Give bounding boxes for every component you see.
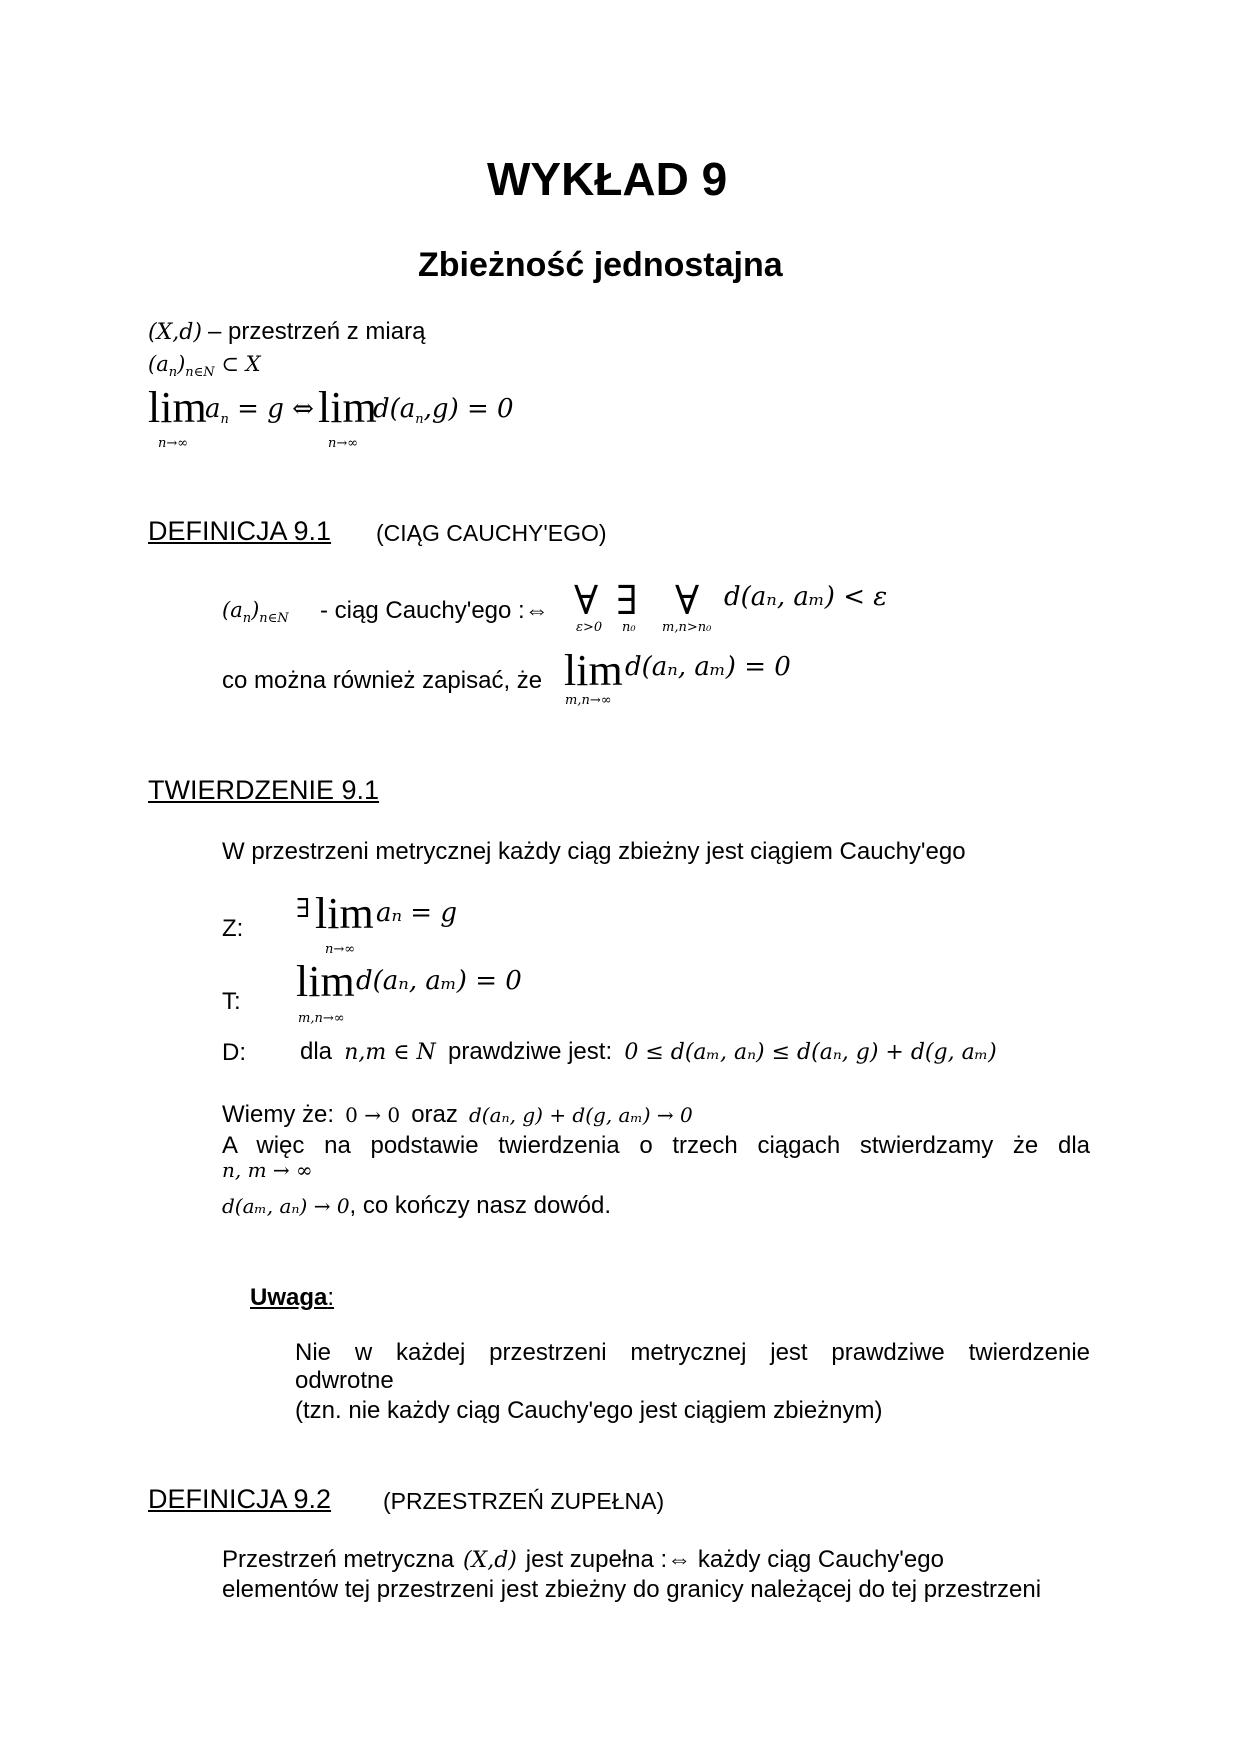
def1-seq-sub: n	[242, 611, 252, 627]
thm1-label: TWIERDZENIE 9.1	[148, 775, 380, 805]
intro-lim-2: lim	[318, 383, 377, 432]
thm1-z-label: Z:	[222, 915, 244, 942]
def1-exists-sub: n₀	[622, 620, 636, 635]
def1-exists-symbol: ∃	[616, 578, 638, 624]
note-line-2: odwrotne	[295, 1367, 394, 1394]
intro-eq-1-a: a	[205, 394, 221, 424]
def1-lim: lim	[564, 646, 623, 695]
note-line-3: (tzn. nie każdy ciąg Cauchy'ego jest ciągiem zbieżnym)	[295, 1397, 883, 1424]
thm1-d-math-1: n,m ∈ N	[344, 1040, 436, 1065]
thm1-c-line	[222, 1192, 611, 1220]
note-label: Uwaga	[250, 1284, 328, 1311]
thm1-t-expr: d(aₙ, aₘ) = 0	[356, 966, 522, 996]
thm1-c-text: , co kończy nasz dowód.	[349, 1192, 612, 1219]
def1-lim-expr: d(aₙ, aₘ) = 0	[625, 652, 791, 682]
intro-eq-1-rest: = g ⇔	[228, 394, 314, 424]
thm1-d-math-2: 0 ≤ d(aₘ, aₙ) ≤ d(aₙ, g) + d(g, aₘ)	[624, 1040, 997, 1065]
page-title: WYKŁAD 9	[487, 153, 728, 205]
intro-space-desc: – przestrzeń z miarą	[208, 318, 426, 345]
intro-seq-open: (a	[148, 352, 169, 376]
thm1-d-text-2: prawdziwe jest:	[448, 1038, 613, 1065]
thm1-w-text-2: oraz	[411, 1101, 458, 1128]
thm1-d-line	[300, 1038, 997, 1066]
thm1-a-text: A więc na podstawie twierdzenia o trzech ciągach stwierdzamy że dla	[222, 1132, 1090, 1159]
intro-seq-subset: ⊂ X	[214, 352, 261, 376]
def1-forall-sub: ε>0	[576, 620, 603, 635]
def1-lim-sub: m,n→∞	[565, 693, 612, 708]
thm1-z-expr: aₙ = g	[376, 898, 457, 928]
thm1-w-text-1: Wiemy że:	[222, 1101, 335, 1128]
def2-line-2: elementów tej przestrzeni jest zbieżny do granicy należącej do tej przestrzeni	[222, 1576, 1042, 1603]
intro-lim-2-sub: n→∞	[328, 436, 359, 451]
def2-line-1	[222, 1546, 944, 1574]
intro-eq-2-d: d(a	[373, 394, 416, 424]
def1-seq-close: )	[251, 598, 260, 622]
thm1-t-label: T:	[222, 988, 241, 1015]
intro-lim-1: lim	[148, 383, 207, 432]
intro-seq-index: n∈N	[185, 365, 215, 381]
def1-seq-open: (a	[222, 598, 243, 622]
thm1-z-lim: lim	[315, 889, 374, 938]
def2-name: (PRZESTRZEŃ ZUPEŁNA)	[383, 1488, 665, 1514]
thm1-c-math: d(aₘ, aₙ) → 0	[222, 1194, 350, 1218]
intro-eq-1-sub: n	[220, 412, 229, 428]
def1-label: DEFINICJA 9.1	[148, 516, 332, 546]
def1-seq	[222, 598, 289, 626]
page-subtitle: Zbieżność jednostajna	[418, 246, 783, 284]
note-heading	[250, 1284, 334, 1312]
thm1-d-text-1: dla	[300, 1038, 333, 1065]
def2-text-2: jest zupełna :⇔ każdy ciąg Cauchy'ego	[525, 1546, 944, 1573]
intro-seq-sub: n	[168, 365, 178, 381]
def2-text-1: Przestrzeń metryczna	[222, 1546, 455, 1573]
intro-eq-2	[373, 394, 514, 427]
thm1-t-lim: lim	[296, 957, 355, 1006]
def1-name: (CIĄG CAUCHY'EGO)	[376, 520, 607, 546]
def1-also-text: co można również zapisać, że	[222, 667, 543, 694]
intro-seq-close: )	[177, 352, 186, 376]
intro-eq-2-rest: ,g) = 0	[423, 394, 514, 424]
def1-forall2-sub: m,n>n₀	[662, 620, 712, 635]
def1-seq-index: n∈N	[259, 611, 289, 627]
def2-label: DEFINICJA 9.2	[148, 1484, 332, 1514]
thm1-t-lim-sub: m,n→∞	[298, 1011, 345, 1026]
thm1-d-label: D:	[222, 1039, 246, 1066]
def1-text: - ciąg Cauchy'ego :⇔	[320, 597, 549, 624]
thm1-w-line	[222, 1101, 693, 1129]
intro-space-line	[148, 318, 425, 346]
def1-condition: d(aₙ, aₘ) < ε	[724, 582, 888, 612]
intro-eq-1	[205, 394, 314, 427]
thm1-statement: W przestrzeni metrycznej każdy ciąg zbieżny jest ciągiem Cauchy'ego	[222, 838, 966, 865]
intro-seq	[148, 352, 261, 380]
thm1-z-exists: ∃	[296, 894, 311, 924]
intro-space: (X,d)	[148, 320, 202, 345]
intro-lim-1-sub: n→∞	[158, 436, 189, 451]
thm1-z-lim-sub: n→∞	[325, 942, 356, 957]
thm1-w-math-1: 0 → 0	[345, 1103, 401, 1127]
def1-forall-symbol: ∀	[574, 578, 599, 624]
intro-eq-2-sub: n	[415, 412, 424, 428]
thm1-w-math-2: d(aₙ, g) + d(g, aₘ) → 0	[469, 1103, 693, 1127]
note-line-1: Nie w każdej przestrzeni metrycznej jest prawdziwe twierdzenie	[295, 1339, 1090, 1366]
note-colon: :	[327, 1284, 335, 1311]
def2-math: (X,d)	[462, 1548, 517, 1573]
thm1-a-math: n, m → ∞	[222, 1158, 313, 1182]
def1-forall2-symbol: ∀	[675, 578, 700, 624]
